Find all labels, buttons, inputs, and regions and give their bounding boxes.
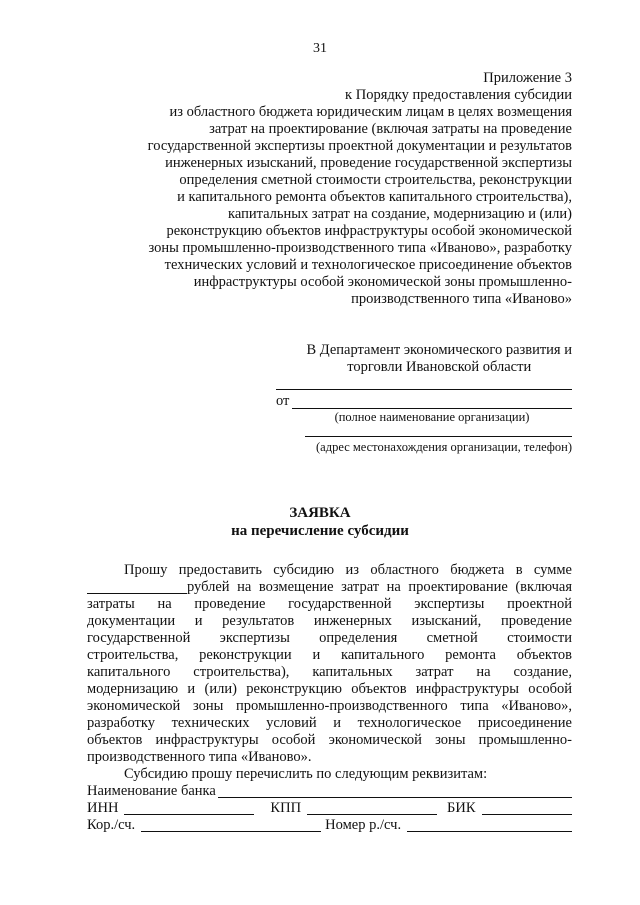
appendix-line: Приложение 3 xyxy=(483,70,572,86)
kpp-field[interactable] xyxy=(307,800,437,815)
bank-row xyxy=(87,783,572,800)
bik-field[interactable] xyxy=(482,800,572,815)
request-line: разработку технических условий и технологическое присоединение xyxy=(87,715,572,731)
appendix-line: определения сметной стоимости строительства, реконструкции xyxy=(179,172,572,188)
inn-label: ИНН xyxy=(87,800,119,816)
addressee-blank-line xyxy=(276,389,572,390)
organization-caption: (полное наименование организации) xyxy=(334,410,530,424)
rsch-label: Номер р./сч. xyxy=(325,817,402,833)
appendix-line: и капитального ремонта объектов капитального строительства), xyxy=(177,189,572,205)
organization-address-field[interactable] xyxy=(305,436,572,437)
inn-kpp-bik-row xyxy=(87,800,572,817)
address-caption: (адрес местонахождения организации, телефон) xyxy=(316,440,572,454)
request-line: Прошу предоставить субсидию из областного бюджета в сумме xyxy=(124,562,572,578)
appendix-line: технических условий и технологическое присоединение объектов xyxy=(164,257,572,273)
request-line: модернизацию и (или) реконструкцию объектов инфраструктуры особой xyxy=(87,681,572,697)
from-label: от xyxy=(276,393,290,409)
request-line: строительства, реконструкции и капитального ремонта объектов xyxy=(87,647,572,663)
korsch-label: Кор./сч. xyxy=(87,817,136,833)
bank-label: Наименование банка xyxy=(87,783,216,799)
appendix-line: затрат на проектирование (включая затраты на проведение xyxy=(209,121,572,137)
kpp-label: КПП xyxy=(270,800,302,816)
request-line: затраты на проведение государственной экспертизы проектной xyxy=(87,596,572,612)
inn-field[interactable] xyxy=(124,800,254,815)
appendix-line: производственного типа «Иваново» xyxy=(351,291,572,307)
request-body xyxy=(87,562,572,834)
appendix-line: капитальных затрат на создание, модернизацию и (или) xyxy=(228,206,572,222)
appendix-line: зоны промышленно-производственного типа «Иваново», разработку xyxy=(148,240,572,256)
settlement-account-field[interactable] xyxy=(407,817,572,832)
addressee-line-2: торговли Ивановской области xyxy=(347,359,532,375)
addressee-line-1: В Департамент экономического развития и xyxy=(306,342,572,358)
requisites-intro: Субсидию прошу перечислить по следующим реквизитам: xyxy=(124,766,488,782)
appendix-line: инфраструктуры особой экономической зоны промышленно- xyxy=(193,274,572,290)
appendix-line: из областного бюджета юридическим лицам в целях возмещения xyxy=(169,104,572,120)
request-line: документации и результатов инженерных изысканий, проведение xyxy=(87,613,572,629)
request-line: производственного типа «Иваново». xyxy=(87,749,312,765)
request-line: рублей на возмещение затрат на проектирование (включая xyxy=(187,579,572,595)
bik-label: БИК xyxy=(447,800,476,816)
bank-name-field[interactable] xyxy=(218,783,572,798)
page-number: 31 xyxy=(313,41,327,56)
accounts-row xyxy=(87,817,572,834)
document-title: ЗАЯВКА xyxy=(289,505,351,521)
request-line: объектов инфраструктуры особой экономической зоны промышленно- xyxy=(87,732,572,748)
appendix-line: реконструкцию объектов инфраструктуры особой экономической xyxy=(166,223,572,239)
appendix-line: инженерных изысканий, проведение государственной экспертизы xyxy=(165,155,572,171)
subsidy-amount-field[interactable] xyxy=(87,579,187,594)
request-line: экономической зоны промышленно-производственного типа «Иваново», xyxy=(87,698,572,714)
correspondent-account-field[interactable] xyxy=(141,817,321,832)
organization-name-field[interactable] xyxy=(292,408,572,409)
addressee-block xyxy=(306,342,572,376)
request-line: капитального строительства), капитальных затрат на создание, xyxy=(87,664,572,680)
appendix-line: к Порядку предоставления субсидии xyxy=(345,87,572,103)
document-subtitle: на перечисление субсидии xyxy=(231,523,409,539)
appendix-header xyxy=(148,70,572,308)
request-line-with-amount xyxy=(87,579,572,596)
appendix-line: государственной экспертизы проектной документации и результатов xyxy=(147,138,572,154)
request-line: государственной экспертизы определения сметной стоимости xyxy=(87,630,572,646)
